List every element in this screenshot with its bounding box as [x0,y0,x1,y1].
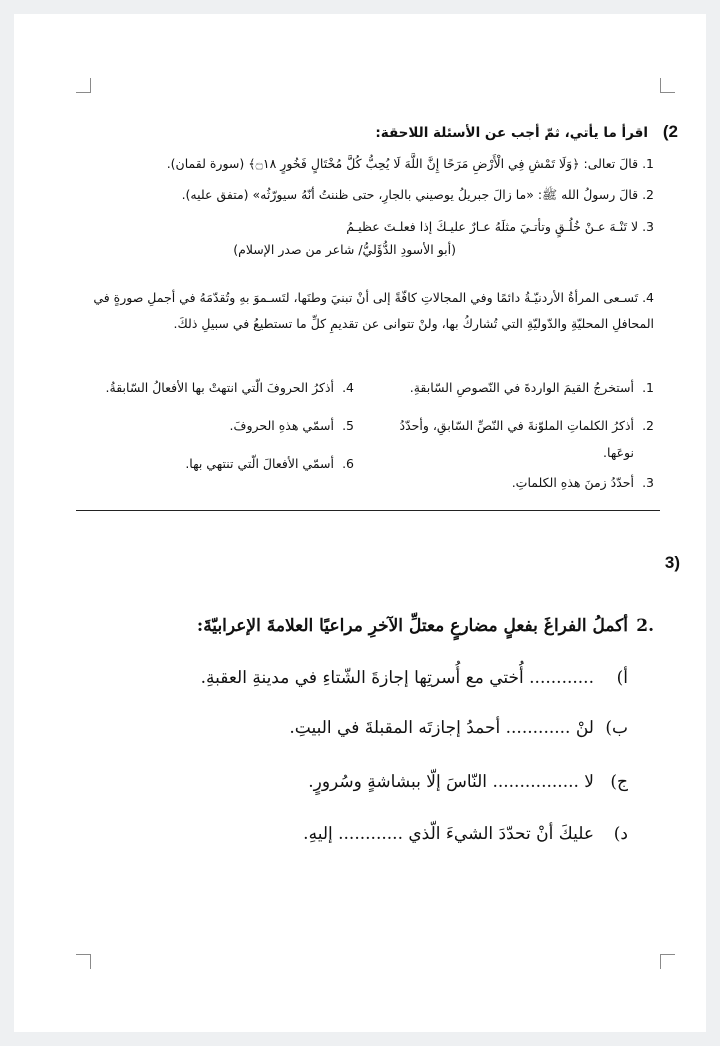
text-item-3-attribution: (أبو الأسودِ الدُّؤَليُّ/ شاعر من صدر الإسلام) [233,242,456,257]
question-2-text: أذكرُ الكلماتِ الملوّنةَ في النّصِّ السّابقِ، وأحدّدُ [399,418,634,433]
text-item-4-line-2: المحافلِ المحليّةِ والدّوليّةِ التي تُشاركُ بها، ولنْ تتوانى عن تقديمِ كلِّ ما تستطيعُ في سبيلِ ذلكَ. [173,316,654,331]
text-item-4-line-1: 4. تَسـعى المرأةُ الأردنيّـةُ دائمًا وفي المجالاتِ كافّةً إلى أنْ تبنيَ وطنَها، لتَسـموَ بهِ وتُقدّمَهُ في أجملِ صورةٍ في [93,290,654,305]
section-2-number: 2) [662,122,678,141]
exercise-item-b-letter: ب) [605,718,628,738]
crop-mark-top-right [660,78,675,93]
question-3-text: أحدّدُ زمنَ هذهِ الكلماتِ. [511,475,634,490]
question-6-number: 6. [342,456,354,471]
exercise-item-b: لنْ ............ أحمدُ إجازتَه المقبلةَ في البيتِ. [289,718,594,738]
exercise-item-d: عليكَ أنْ تحدّدَ الشيءَ الّذي ............ إليهِ. [303,824,594,844]
question-6-text: أسمّي الأفعالَ الّتي تنتهي بها. [185,456,334,471]
text-item-1: 1. قالَ تعالى: ﴿وَلَا تَمْشِ فِي الْأَرْضِ مَرَحًا إِنَّ اللَّهَ لَا يُحِبُّ كُلَّ مُخْتَالٍ فَخُورٍ ۝١٨﴾ (سورة لقمان). [166,156,654,171]
text-item-2: 2. قالَ رسولُ الله ﷺ: «ما زالَ جبريلُ يوصيني بالجارِ، حتى ظننتُ أنّهُ سيورّثُه» (متفق عليه). [181,187,654,202]
crop-mark-bottom-right [660,954,675,969]
question-1-text: أستخرجُ القيمَ الواردةَ في النّصوصِ السّابقةِ. [409,380,634,395]
crop-mark-bottom-left [76,954,91,969]
question-5-number: 5. [342,418,354,433]
document-page [14,14,706,1032]
question-2-number: 2. [642,418,654,433]
question-4-text: أذكرُ الحروفَ الّتي انتهتْ بها الأفعالُ السّابقةُ. [105,380,334,395]
exercise-item-c-letter: ج) [610,772,628,792]
exercise-item-a: ............ أُختي مع أُسرتِها إجازةَ الشّتاءِ في مدينةِ العقبةِ. [200,668,594,688]
exercise-number: .2 [636,616,654,636]
question-1-number: 1. [642,380,654,395]
question-4-number: 4. [342,380,354,395]
text-item-3: 3. لا تَنْـهَ عـنْ خُلُـقٍ وتأتـيَ مثلَهُ عـارٌ عليـكَ إذا فعلـتَ عظيـمُ [346,219,654,234]
section-2-heading: اقرأ ما يأتي، ثمّ أجب عن الأسئلة اللاحقة: [375,125,648,141]
exercise-item-c: لا ................ النّاسَ إلّا ببشاشةٍ وسُرورٍ. [308,772,594,792]
question-5-text: أسمّي هذهِ الحروفَ. [229,418,334,433]
question-2-text-cont: نوعَها. [603,445,634,460]
question-3-number: 3. [642,475,654,490]
crop-mark-top-left [76,78,91,93]
section-divider [76,510,660,511]
exercise-heading: أكملُ الفراغَ بفعلٍ مضارعٍ معتلِّ الآخرِ مراعيًا العلامةَ الإعرابيّةَ: [196,616,628,636]
section-3-number: (3 [664,553,680,572]
exercise-item-d-letter: د) [613,824,628,844]
exercise-item-a-letter: أ) [616,668,628,688]
